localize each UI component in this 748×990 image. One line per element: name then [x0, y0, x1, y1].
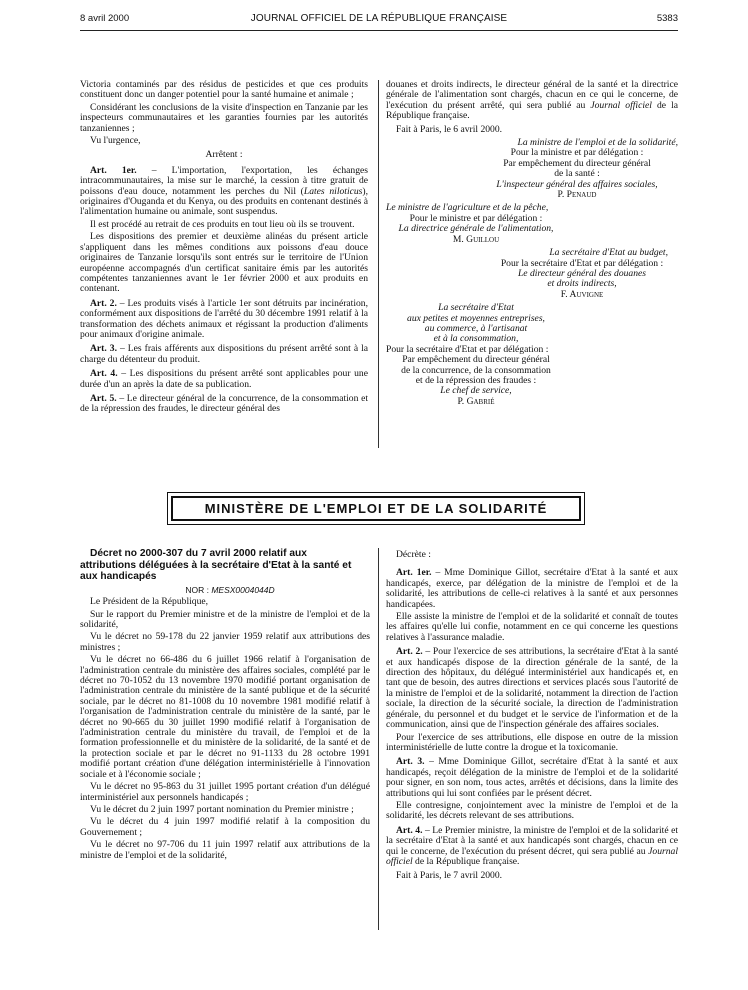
signature-line: Le chef de service, — [440, 385, 512, 397]
top-right-column — [386, 80, 678, 407]
latin-name: Lates niloticus — [303, 185, 363, 197]
article-5 — [80, 394, 368, 415]
article-3 — [386, 757, 678, 799]
header-date: 8 avril 2000 — [80, 13, 130, 24]
signature-line: La directrice générale de l'alimentation, — [398, 223, 554, 235]
article-text: – L'importation, l'exportation, les échanges intracommunautaires, la mise sur le marché, la cession à titre gratuit de poissons d'eau douce, notamment les perches du Nil ( — [80, 164, 368, 197]
signatory-title: aux petites et moyennes entreprises, — [407, 312, 545, 324]
text: de la République française. — [386, 99, 679, 122]
decree-left-column — [80, 548, 370, 863]
paragraph: Vu le décret no 66-486 du 6 juillet 1966 relatif à l'organisation de l'administration centrale du ministère des affaires sociales, complété par le décret no 70-1052 du 13 novembre 1970 modifié portant organisation de l'administration centrale du ministère de la santé publique et de la sécurité sociale, par le décret no 81-1008 du 10 novembre 1981 modifié relatif à l'organisation de l'administration centrale du ministère de la santé, par le décret no 90-665 du 30 juillet 1990 modifié relatif à l'organisation de l'administration centrale du ministère du travail, de l'emploi et de la formation professionnelle et du ministère de la solidarité, de la santé et de la protection sociale et par le décret no 91-1133 du 28 octobre 1991 modifié portant création d'une délégation interministérielle à l'innovation sociale et à l'économie sociale ; — [80, 654, 370, 780]
signatory-title: Le ministre de l'agriculture et de la pêche, — [386, 202, 549, 214]
signatory-title: au commerce, à l'artisanat — [424, 322, 528, 334]
paragraph: Elle contresigne, conjointement avec la ministre de l'emploi et de la solidarité, les décrets relevant de ses attributions. — [386, 799, 678, 822]
signature-line: Pour la secrétaire d'Etat et par délégation : — [500, 257, 664, 269]
fait-a-paris: Fait à Paris, le 7 avril 2000. — [396, 870, 503, 882]
decree-right-column — [386, 548, 678, 884]
article-label: Art. 2. — [396, 646, 423, 658]
article-label: Art. 1er. — [396, 567, 432, 579]
paragraph: Vu le décret no 95-863 du 31 juillet 1995 portant création d'un délégué interministériel aux personnels handicapés ; — [80, 781, 370, 803]
article-1 — [386, 568, 678, 610]
article-label: Art. 4. — [396, 824, 423, 836]
article-4 — [80, 369, 368, 390]
column-divider — [378, 548, 379, 930]
article-2 — [386, 647, 678, 730]
paragraph: Vu le décret du 2 juin 1997 portant nomination du Premier ministre ; — [90, 803, 354, 815]
paragraph: Pour l'exercice de ses attributions, elle dispose en outre de la mission interministérielle de lutte contre la drogue et la toxicomanie. — [386, 731, 678, 753]
article-text: – Le Premier ministre, la ministre de l'emploi et de la solidarité et la secrétaire d'Etat à la santé et aux handicapés sont chargés, chacun en ce qui le concerne, de l'exécution du présent décret, qui sera publié au — [386, 824, 678, 857]
nor-label: NOR : — [185, 584, 212, 595]
signature-line: Pour le ministre et par délégation : — [409, 212, 543, 224]
signature-line: Le directeur général des douanes — [517, 267, 647, 279]
article-3 — [80, 344, 368, 365]
article-4 — [386, 826, 678, 868]
decree-title: Décret no 2000-307 du 7 avril 2000 relatif aux attributions déléguées à la secrétaire d'Etat à la santé et aux handicapés — [80, 548, 352, 583]
text: douanes et droits indirects, le directeur général de la santé et la directrice générale de l'alimentation sont chargés, chacun en ce qui le concerne, de l'exécution du présent arrêté, qui sera publié au — [386, 79, 678, 111]
article-label: Art. 2. — [90, 297, 117, 309]
header-page-number: 5383 — [656, 13, 678, 24]
article-label: Art. 1er. — [90, 164, 137, 176]
article-label: Art. 3. — [90, 343, 117, 355]
signature-line: Par empêchement du directeur général — [503, 157, 651, 169]
signature-line: Pour la secrétaire d'Etat et par délégation : — [386, 343, 549, 355]
fait-a-paris: Fait à Paris, le 6 avril 2000. — [396, 123, 503, 135]
paragraph — [386, 80, 678, 122]
section-band-title: MINISTÈRE DE L'EMPLOI ET DE LA SOLIDARITÉ — [171, 496, 581, 521]
paragraph: Vu l'urgence, — [90, 135, 141, 147]
paragraph: Le Président de la République, — [90, 596, 209, 608]
signature-line: Par empêchement du directeur général — [402, 354, 550, 366]
top-left-column — [80, 80, 368, 417]
signatory-title: La secrétaire d'Etat — [438, 302, 514, 314]
paragraph: Vu le décret no 59-178 du 22 janvier 1959 relatif aux attributions des ministres ; — [80, 631, 370, 653]
journal-name: Journal officiel — [386, 845, 678, 867]
article-text: ), originaires d'Ouganda et du Kenya, ou des produits en contenant destinés à l'alimentation humaine ou animale, sont suspendus. — [80, 185, 368, 218]
signatory-name: M. Guillou — [452, 233, 500, 245]
paragraph: Il est procédé au retrait de ces produits en tout lieu où ils se trouvent. — [90, 218, 355, 230]
article-1 — [80, 166, 368, 218]
article-text: – Les dispositions du présent arrêté sont applicables pour une durée d'un an après la date de sa publication. — [80, 368, 368, 390]
nor-code: MESX0004044D — [211, 584, 275, 595]
paragraph: Considérant les conclusions de la visite d'inspection en Tanzanie par les inspecteurs communautaires et les garanties fournies par les autorités tanzaniennes ; — [80, 101, 368, 134]
article-text: de la République française. — [412, 855, 520, 867]
decrete-heading: Décrète : — [396, 549, 431, 560]
article-text: – Pour l'exercice de ses attributions, la secrétaire d'Etat à la santé et aux handicapés dispose de la direction générale de la santé, de la direction des hôpitaux, du délégué interministériel aux handicapés et, en tant que de besoin, des autres directions et services placés sous l'autorité de la ministre de l'emploi et de la solidarité, notamment la direction de l'action sociale, la direction de la sécurité sociale, la direction de l'administration générale, du personnel et du budget et le service de l'information et de la communication, ainsi que de l'inspection générale des affaires sociales. — [386, 646, 679, 731]
article-text: – Mme Dominique Gillot, secrétaire d'Etat à la santé et aux handicapés, reçoit délégation de la ministre de l'emploi et de la solidarité pour signer, en son nom, tous actes, arrêtés et décisions, dans la limite des attributions qui lui sont confiées par le présent décret. — [386, 756, 678, 799]
signature-line: de la santé : — [554, 168, 600, 180]
signature-block — [386, 248, 678, 258]
article-label: Art. 4. — [90, 368, 118, 380]
nor-reference — [80, 585, 370, 595]
column-divider — [378, 80, 379, 448]
signature-line: L'inspecteur général des affaires sociales, — [496, 178, 658, 190]
journal-name: Journal officiel — [590, 99, 652, 111]
signature-line: de la concurrence, de la consommation — [401, 364, 551, 376]
signatory-title: La ministre de l'emploi et de la solidarité, — [517, 137, 678, 149]
paragraph: Vu le décret du 4 juin 1997 modifié relatif à la composition du Gouvernement ; — [80, 816, 370, 838]
article-text: – Mme Dominique Gillot, secrétaire d'Etat à la santé et aux handicapés, exerce, par délégation de la ministre de l'emploi et de la solidarité, les attributions de celle-ci relatives à la santé et aux personnes handicapées. — [386, 567, 678, 610]
signature-block — [386, 214, 566, 245]
signatory-title: et à la consommation, — [433, 333, 519, 345]
paragraph: Elle assiste la ministre de l'emploi et de la solidarité et connaît de toutes les affaires qu'elle lui confie, notamment en ce qui concerne les questions relatives à l'assurance maladie. — [386, 611, 678, 643]
article-text: – Les produits visés à l'article 1er sont détruits par incinération, conformément aux dispositions de l'arrêté du 30 décembre 1991 relatif à la transformation des déchets animaux et régissant la production d'aliments pour animaux d'origine animale. — [80, 297, 369, 340]
signature-block — [386, 303, 566, 345]
article-label: Art. 5. — [90, 392, 117, 404]
arrete-heading: Arrêtent : — [205, 149, 243, 161]
header-journal-title: JOURNAL OFFICIEL DE LA RÉPUBLIQUE FRANÇAISE — [250, 13, 508, 24]
signatory-title: La secrétaire d'Etat au budget, — [549, 247, 668, 259]
signature-line: et de la répression des fraudes : — [415, 374, 537, 386]
article-2 — [80, 299, 368, 341]
signature-line: et droits indirects, — [547, 278, 617, 290]
article-label: Art. 3. — [396, 756, 425, 768]
signatory-name: F. Auvigne — [560, 288, 604, 300]
signature-block — [476, 148, 678, 200]
paragraph: Sur le rapport du Premier ministre et de la ministre de l'emploi et de la solidarité, — [80, 608, 370, 630]
signature-block — [486, 259, 678, 301]
paragraph: Victoria contaminés par des résidus de pesticides et que ces produits constituent donc un danger potentiel pour la santé humaine et animale ; — [80, 79, 368, 101]
article-text: – Le directeur général de la concurrence, de la consommation et de la répression des fraudes, le directeur général des — [80, 392, 368, 415]
page-header — [80, 13, 678, 29]
signature-block — [386, 355, 566, 407]
signatory-name: P. Gabrié — [457, 395, 495, 407]
signatory-name: P. Penaud — [557, 189, 597, 201]
paragraph: Les dispositions des premier et deuxième alinéas du présent article s'appliquent dans les mêmes conditions aux poissons d'eau douce originaires de Tanzanie lorsqu'ils sont entrés sur le territoire de l'Union européenne accompagnés d'un certificat sanitaire émis par les autorités compétentes tanzaniennes avant le 1er février 2000 et aux produits en contenant. — [80, 231, 368, 295]
header-rule — [80, 30, 678, 31]
paragraph: Vu le décret no 97-706 du 11 juin 1997 relatif aux attributions de la ministre de l'emploi et de la solidarité, — [80, 839, 370, 861]
signature-line: Pour la ministre et par délégation : — [510, 147, 644, 159]
article-text: – Les frais afférents aux dispositions du présent arrêté sont à la charge du détenteur du produit. — [80, 343, 369, 365]
